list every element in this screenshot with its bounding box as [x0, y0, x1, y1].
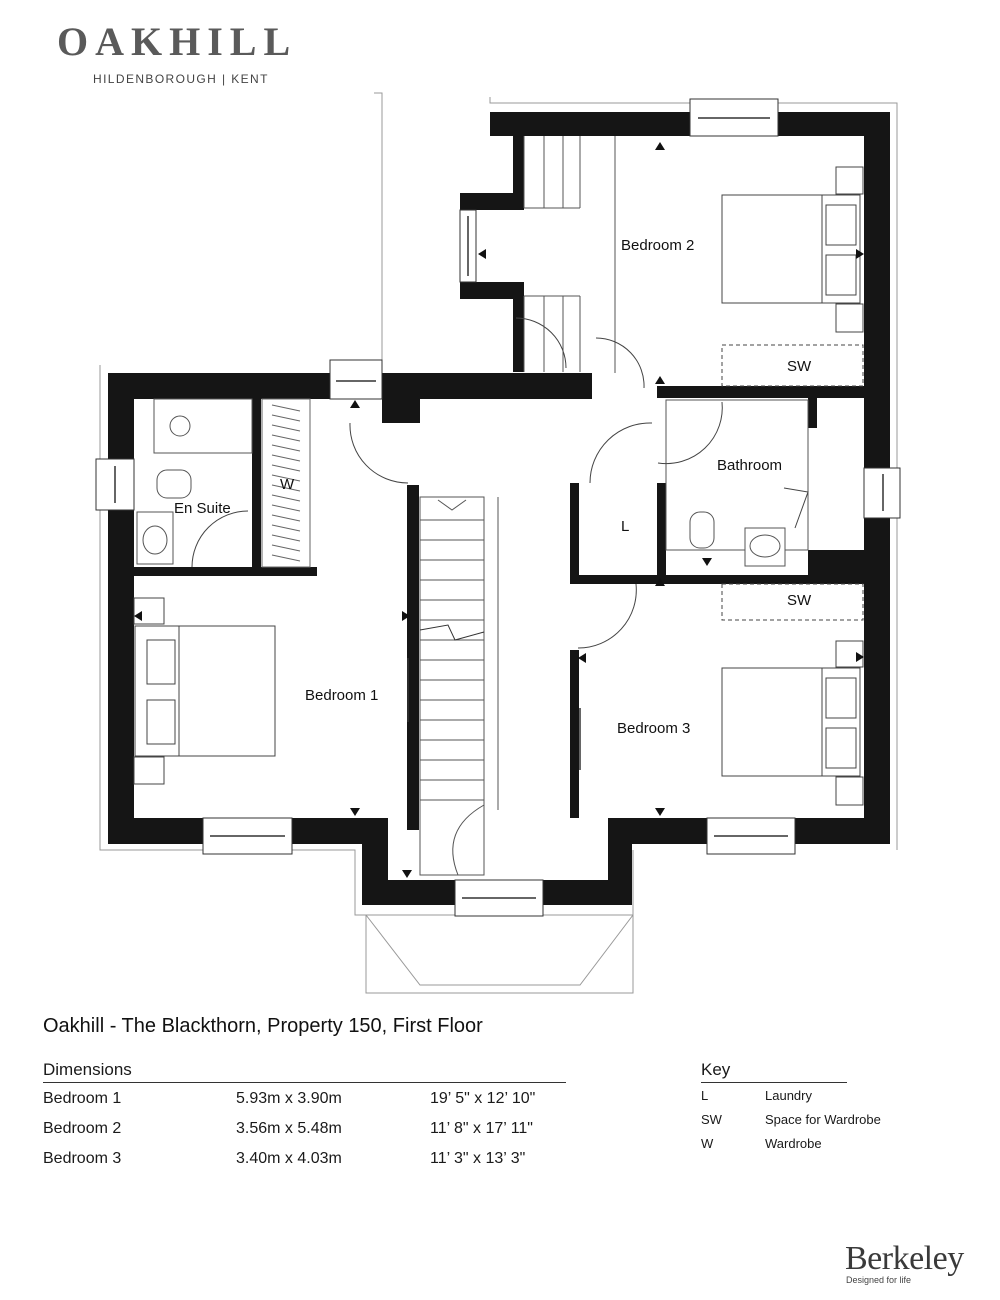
key-divider: [701, 1082, 847, 1083]
label-bedroom-2: Bedroom 2: [621, 237, 695, 254]
dimension-room: Bedroom 2: [43, 1120, 122, 1137]
label-laundry: L: [621, 518, 630, 535]
staircase: [420, 136, 615, 875]
brand-tagline: Designed for life: [846, 1275, 912, 1285]
key-item: [701, 1088, 921, 1106]
dimensions-heading: Dimensions: [43, 1060, 132, 1079]
label-bedroom-1: Bedroom 1: [305, 687, 379, 704]
berkeley-logo: Berkeley: [845, 1240, 964, 1277]
dimension-metric: 3.56m x 5.48m: [236, 1120, 342, 1137]
key-meaning: Laundry: [765, 1088, 812, 1103]
key-meaning: Wardrobe: [765, 1136, 822, 1151]
dimension-room: Bedroom 1: [43, 1090, 122, 1107]
oakhill-logo: OAKHILL: [57, 19, 298, 64]
fixtures: [137, 399, 808, 566]
key-heading: Key: [701, 1060, 731, 1079]
dimension-imperial: 11’ 8" x 17’ 11": [430, 1120, 533, 1137]
plan-title: Oakhill - The Blackthorn, Property 150, First Floor: [43, 1015, 483, 1037]
location-subtitle: HILDENBOROUGH | KENT: [93, 72, 269, 86]
label-bedroom-3: Bedroom 3: [617, 720, 691, 737]
dimension-row: [43, 1090, 603, 1112]
label-bathroom: Bathroom: [717, 457, 783, 474]
dimension-imperial: 19’ 5" x 12’ 10": [430, 1090, 536, 1107]
key-meaning: Space for Wardrobe: [765, 1112, 881, 1127]
key-item: [701, 1136, 921, 1154]
key-item: [701, 1112, 921, 1130]
label-sw-top: SW: [787, 358, 812, 375]
key-code: W: [701, 1136, 714, 1151]
dimension-metric: 3.40m x 4.03m: [236, 1150, 342, 1167]
dimension-metric: 5.93m x 3.90m: [236, 1090, 342, 1107]
key-code: L: [701, 1088, 709, 1103]
label-wardrobe: W: [280, 476, 295, 493]
label-en-suite: En Suite: [174, 500, 231, 517]
key-code: SW: [701, 1112, 722, 1127]
label-sw-bottom: SW: [787, 592, 812, 609]
dimension-row: [43, 1150, 603, 1172]
dimension-row: [43, 1120, 603, 1142]
dimension-imperial: 11’ 3" x 13’ 3": [430, 1150, 526, 1167]
dimensions-divider: [43, 1082, 566, 1083]
dimension-room: Bedroom 3: [43, 1150, 122, 1167]
